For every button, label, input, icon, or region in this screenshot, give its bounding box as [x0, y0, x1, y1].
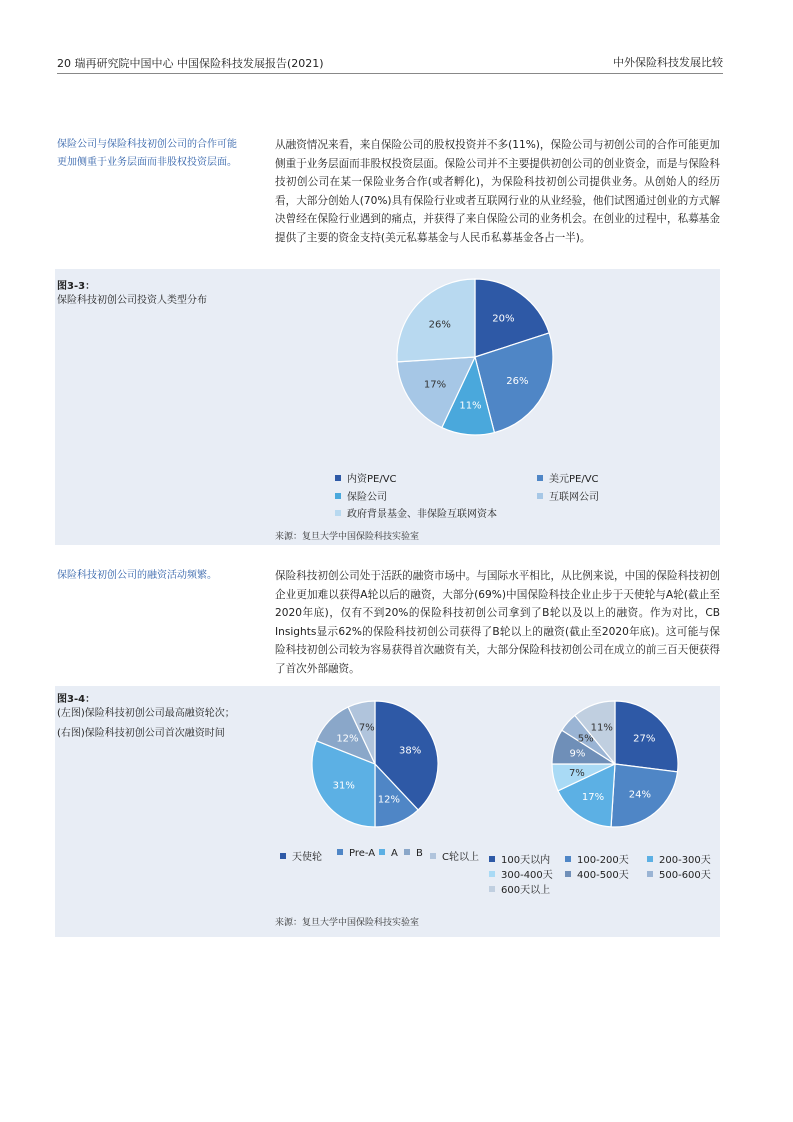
legend-swatch: [335, 475, 341, 481]
legend-label: A: [391, 848, 398, 859]
slice-label: 12%: [336, 733, 359, 745]
legend-item: [647, 866, 711, 881]
legend-item: [565, 866, 629, 881]
slice-label: 11%: [590, 722, 613, 734]
slice-label: 31%: [332, 780, 355, 792]
legend-label: Pre-A: [349, 848, 376, 859]
slice-label: 26%: [506, 375, 529, 387]
legend-swatch: [430, 853, 436, 859]
slice-label: 20%: [492, 313, 515, 325]
slice-label: 17%: [581, 791, 605, 803]
legend-label: 300-400天: [501, 870, 553, 881]
slice-label: 7%: [358, 722, 375, 734]
legend-label: 100天以内: [501, 855, 551, 866]
first-funding-time-pie-chart: [545, 694, 685, 834]
legend-item: [489, 866, 553, 881]
figure-title: 保险科技初创公司投资人类型分布: [57, 295, 207, 306]
page-header-left: 20 瑞再研究院中国中心 中国保险科技发展报告(2021): [57, 57, 324, 70]
slice-label: 11%: [459, 400, 482, 412]
page-header-right: 中外保险科技发展比较: [613, 56, 723, 69]
legend-swatch: [537, 475, 543, 481]
legend-item: [537, 488, 599, 503]
legend-label: 500-600天: [659, 870, 711, 881]
legend-item: [537, 470, 599, 485]
legend-item: [337, 848, 375, 859]
legend-item: [565, 851, 629, 866]
legend-swatch: [379, 849, 385, 855]
legend-swatch: [647, 871, 653, 877]
legend-label: 互联网公司: [549, 492, 599, 503]
figure-3-4-panel: [55, 686, 720, 937]
figure-3-3-panel: [55, 269, 720, 545]
legend-label: 400-500天: [577, 870, 629, 881]
body-paragraph-2: 保险科技初创公司处于活跃的融资市场中。与国际水平相比，从比例来说，中国的保险科技初创企业更加难以获得A轮以后的融资，大部分(69%)中国保险科技企业止步于天使轮与A轮(截止至2020年底)，仅有不到20%的保险科技初创公司拿到了B轮以及以上的融资。作为对比，CB Insights显示62%的保险科技初创公司获得了B轮以上的融资(截止至2020年底)。这可能与保险科技初创公司较为容易获得首次融资有关，大部分保险科技初创公司在成立的前三百天便获得了首次外部融资。: [275, 570, 720, 675]
legend-item: [335, 505, 497, 520]
slice-label: 17%: [423, 379, 447, 391]
legend-item: [430, 848, 479, 863]
slice-label: 12%: [377, 794, 401, 806]
slice-label: 7%: [568, 768, 585, 780]
legend-item: [280, 848, 322, 863]
legend-label: 200-300天: [659, 855, 711, 866]
figure-source: 来源：复旦大学中国保险科技实验室: [275, 918, 420, 928]
figure-source: 来源：复旦大学中国保险科技实验室: [275, 532, 420, 542]
legend-swatch: [489, 886, 495, 892]
legend-swatch: [647, 856, 653, 862]
side-note-1: 保险公司与保险科技初创公司的合作可能更加侧重于业务层面而非股权投资层面。: [57, 139, 237, 168]
legend-label: 内资PE/VC: [347, 474, 397, 485]
side-note-2: 保险科技初创公司的融资活动频繁。: [57, 570, 217, 581]
legend-swatch: [280, 853, 286, 859]
legend-item: [489, 851, 550, 866]
slice-label: 38%: [399, 745, 422, 757]
legend-swatch: [489, 856, 495, 862]
legend-item: [489, 881, 550, 896]
legend-label: 天使轮: [292, 852, 322, 863]
funding-round-pie-chart: [305, 694, 445, 834]
legend-label: 美元PE/VC: [549, 474, 599, 485]
legend-swatch: [537, 493, 543, 499]
legend-item: [379, 848, 398, 859]
legend-item: [647, 851, 711, 866]
figure-label: 图3-4：: [57, 694, 96, 705]
slice-label: 26%: [428, 319, 451, 331]
slice-label: 27%: [633, 733, 656, 745]
legend-swatch: [337, 849, 343, 855]
legend-swatch: [335, 510, 341, 516]
legend-label: 保险公司: [347, 492, 387, 503]
legend-label: B: [416, 848, 423, 859]
legend-swatch: [404, 849, 410, 855]
legend-swatch: [335, 493, 341, 499]
legend-item: [404, 848, 423, 859]
figure-title: (左图)保险科技初创公司最高融资轮次；(右图)保险科技初创公司首次融资时间: [57, 708, 235, 739]
legend-label: 100-200天: [577, 855, 629, 866]
header-divider: [57, 73, 723, 74]
legend-label: C轮以上: [442, 852, 479, 863]
slice-label: 5%: [577, 733, 594, 745]
figure-label: 图3-3：: [57, 281, 96, 292]
slice-label: 9%: [569, 748, 586, 760]
body-paragraph-1: 从融资情况来看，来自保险公司的股权投资并不多(11%)，保险公司与初创公司的合作可能更加侧重于业务层面而非股权投资层面。保险公司并不主要提供初创公司的创业资金，而是与保险科技初创公司在某一保险业务合作(或者孵化)，为保险科技初创公司提供业务。从创始人的经历看，大部分创始人(70%)具有保险行业或者互联网行业的从业经验，他们试图通过创业的方式解决曾经在保险行业遇到的痛点，并获得了来自保险公司的业务机会。在创业的过程中，私募基金提供了主要的资金支持(美元私募基金与人民币私募基金各占一半)。: [275, 139, 720, 244]
legend-label: 600天以上: [501, 885, 551, 896]
slice-label: 24%: [628, 789, 652, 801]
legend-swatch: [565, 871, 571, 877]
investor-type-pie-chart: [385, 277, 565, 437]
legend-swatch: [489, 871, 495, 877]
legend-item: [335, 470, 397, 485]
legend-item: [335, 488, 387, 503]
legend-swatch: [565, 856, 571, 862]
legend-label: 政府背景基金、非保险互联网资本: [347, 509, 497, 520]
